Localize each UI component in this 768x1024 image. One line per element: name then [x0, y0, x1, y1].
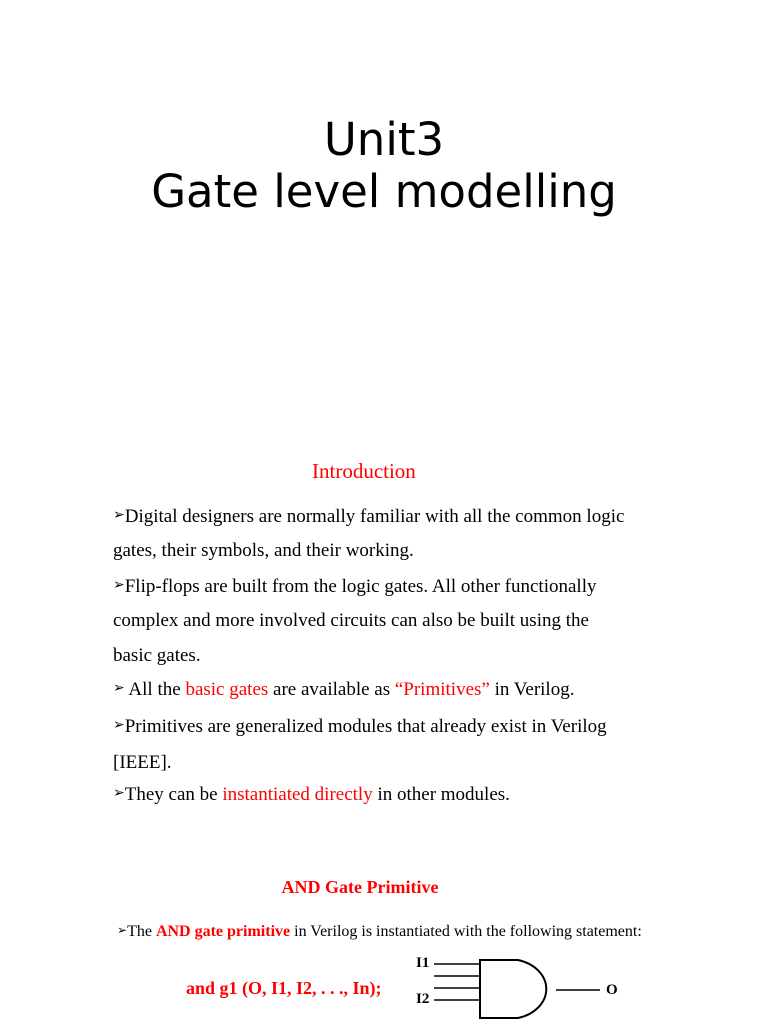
- topic-title: Gate level modelling: [151, 165, 617, 218]
- primitives-highlight: “Primitives”: [394, 679, 490, 700]
- bullet-3-text-c: in Verilog.: [489, 679, 575, 700]
- basic-gates-highlight: basic gates: [185, 679, 269, 700]
- bullet-3: [113, 679, 574, 701]
- bullet-4-text: Primitives are generalized modules that already exist in Verilog: [124, 716, 607, 737]
- arrow-bullet-icon: ➢: [113, 681, 125, 696]
- arrow-bullet-icon: ➢: [117, 923, 128, 937]
- unit-title: Unit3: [323, 113, 445, 166]
- bullet-3-text-a: All the: [124, 679, 186, 700]
- bullet-2-line-1: [113, 576, 596, 598]
- bullet-1-line-2: gates, their symbols, and their working.: [113, 540, 414, 561]
- and-sentence-b: in Verilog is instantiated with the following statement:: [290, 923, 642, 940]
- arrow-bullet-icon: ➢: [113, 786, 125, 801]
- bullet-5-text-a: They can be: [124, 784, 223, 805]
- and-instantiation-code: and g1 (O, I1, I2, . . ., In);: [186, 978, 382, 998]
- instantiated-directly-highlight: instantiated directly: [222, 784, 373, 805]
- bullet-3-text-b: are available as: [268, 679, 395, 700]
- bullet-2-line-3: basic gates.: [113, 645, 201, 666]
- bullet-1-text: Digital designers are normally familiar with all the common logic: [124, 506, 625, 527]
- and-gate-primitive-highlight: AND gate primitive: [155, 923, 291, 940]
- bullet-5: [113, 784, 510, 806]
- introduction-heading: Introduction: [312, 459, 416, 483]
- and-gate-sentence: [117, 923, 642, 941]
- input-i1-label: I1: [416, 955, 430, 971]
- and-gate-heading: AND Gate Primitive: [281, 877, 439, 897]
- bullet-2-text: Flip-flops are built from the logic gates. All other functionally: [124, 576, 597, 597]
- bullet-5-text-b: in other modules.: [372, 784, 510, 805]
- bullet-2-line-2: complex and more involved circuits can also be built using the: [113, 610, 589, 631]
- arrow-bullet-icon: ➢: [113, 508, 125, 523]
- and-gate-icon: [430, 950, 610, 1024]
- input-i2-label: I2: [416, 991, 430, 1007]
- arrow-bullet-icon: ➢: [113, 718, 125, 733]
- slide-title: [0, 114, 768, 218]
- bullet-1-line-1: [113, 506, 624, 528]
- and-sentence-a: The: [127, 923, 156, 940]
- bullet-4-line-1: [113, 716, 607, 738]
- arrow-bullet-icon: ➢: [113, 578, 125, 593]
- output-o-label: O: [606, 982, 618, 998]
- bullet-4-line-2: [IEEE].: [113, 752, 172, 773]
- and-gate-body: [480, 960, 546, 1018]
